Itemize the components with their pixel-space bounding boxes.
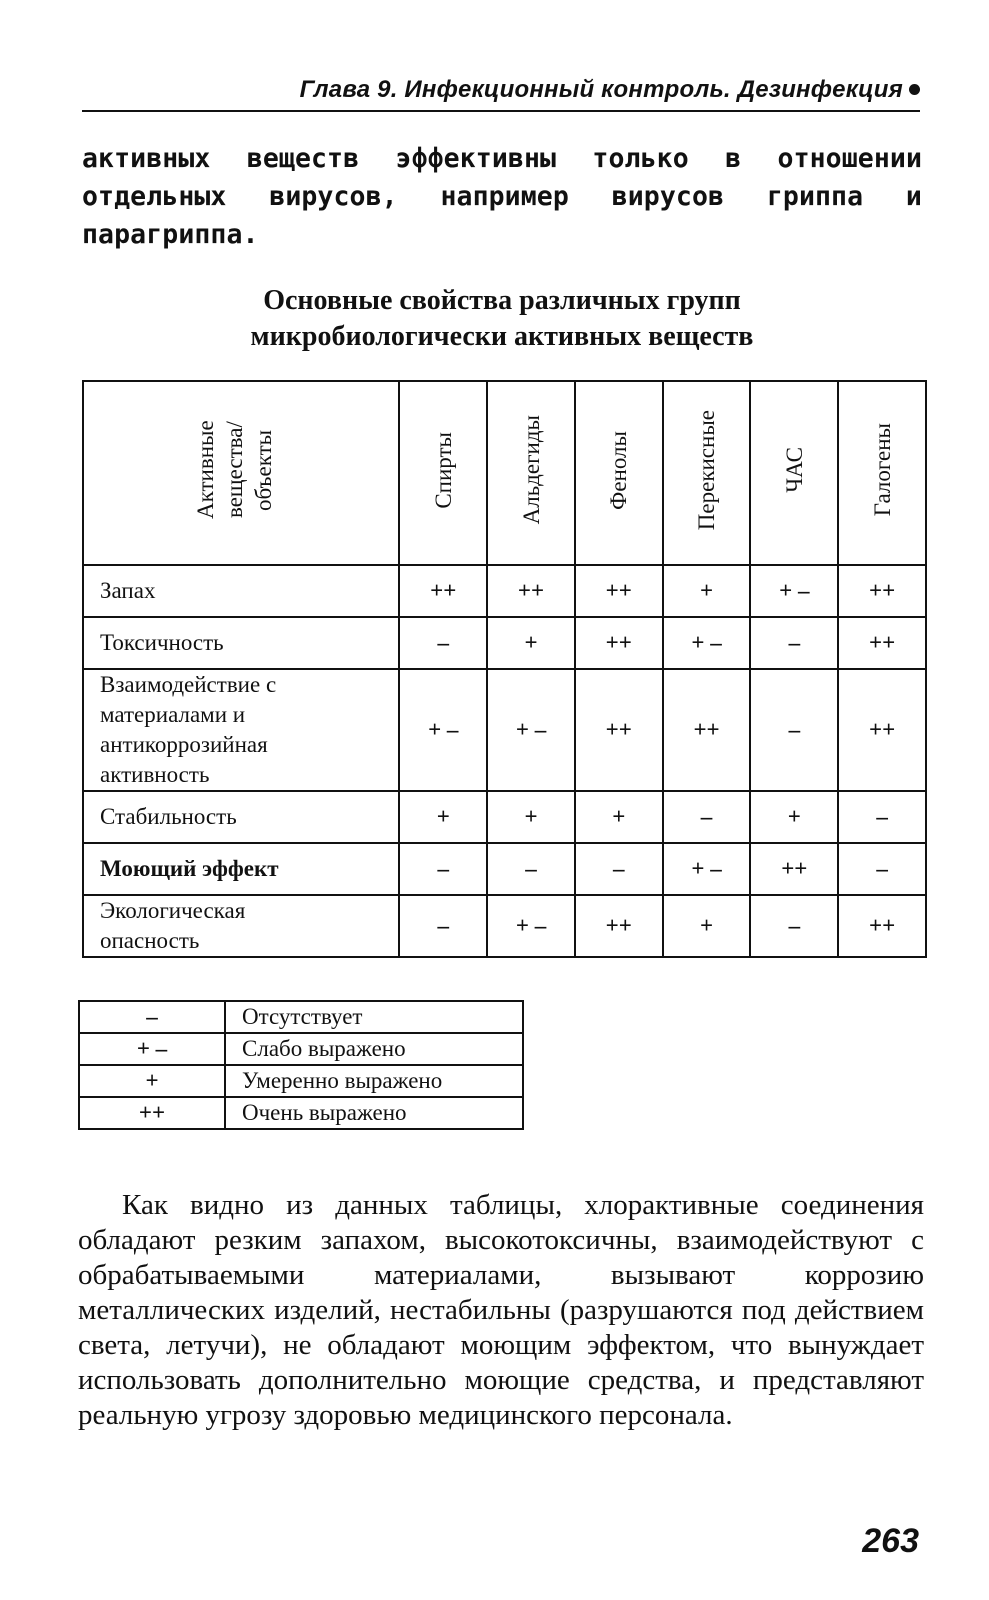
legend-row [79, 1065, 523, 1097]
table-cell: + [575, 791, 663, 843]
corner-header [83, 381, 399, 565]
table-cell: – [838, 791, 926, 843]
conclusion-paragraph: Как видно из данных таблицы, хлорактивные соединения обладают резким запахом, высокотоксичны, взаимодействуют с обрабатываемыми материалами, вызывают коррозию металлических изделий, нестабильны (разрушаются под действием света, летучи), не обладают моющим эффектом, что вынуждает использовать дополнительно моющие средства, и представляют реальную угрозу здоровью медицинского персонала. [78, 1189, 924, 1431]
table-cell: ++ [575, 565, 663, 617]
intro-paragraph: активных веществ эффективны только в отношении отдельных вирусов, например вирусов гриппа и парагриппа. [82, 143, 922, 250]
table-cell: + [750, 791, 838, 843]
row-label: Экологическая опасность [83, 895, 399, 957]
table-cell: + – [487, 895, 575, 957]
table-cell: ++ [663, 669, 751, 791]
row-label: Токсичность [83, 617, 399, 669]
bullet-icon [909, 84, 920, 95]
table-row [83, 895, 926, 957]
legend-symbol: + [79, 1065, 225, 1097]
table-cell: + – [487, 669, 575, 791]
table-cell: ++ [575, 669, 663, 791]
corner-header-label: Активные вещества/ объекты [193, 420, 277, 520]
table-cell: – [750, 895, 838, 957]
table-row [83, 791, 926, 843]
table-row [83, 843, 926, 895]
table-cell: – [399, 843, 487, 895]
legend-meaning: Умеренно выражено [225, 1065, 523, 1097]
table-cell: – [750, 669, 838, 791]
table-row [83, 669, 926, 791]
legend-meaning: Слабо выражено [225, 1033, 523, 1065]
column-header: Фенолы [575, 381, 663, 565]
column-header: Альдегиды [487, 381, 575, 565]
legend-row [79, 1033, 523, 1065]
column-header: Галогены [838, 381, 926, 565]
legend-row [79, 1001, 523, 1033]
table-cell: – [399, 895, 487, 957]
table-cell: – [750, 617, 838, 669]
table-title [82, 283, 922, 355]
running-header [82, 76, 920, 112]
table-cell: + – [750, 565, 838, 617]
table-cell: ++ [838, 895, 926, 957]
table-cell: + [487, 791, 575, 843]
table-header-row [83, 381, 926, 565]
table-cell: ++ [399, 565, 487, 617]
page-number: 263 [862, 1522, 919, 1560]
legend-table [78, 1000, 524, 1130]
legend-symbol: – [79, 1001, 225, 1033]
table-cell: ++ [487, 565, 575, 617]
table-cell: ++ [575, 617, 663, 669]
table-cell: + [663, 565, 751, 617]
table-cell: – [838, 843, 926, 895]
table-cell: ++ [838, 617, 926, 669]
table-cell: ++ [750, 843, 838, 895]
column-header: Спирты [399, 381, 487, 565]
legend-symbol: + – [79, 1033, 225, 1065]
table-title-line-1: Основные свойства различных групп [263, 285, 741, 316]
table-cell: – [663, 791, 751, 843]
table-cell: ++ [838, 669, 926, 791]
table-cell: + – [663, 843, 751, 895]
table-cell: – [575, 843, 663, 895]
legend-meaning: Отсутствует [225, 1001, 523, 1033]
table-cell: ++ [838, 565, 926, 617]
row-label: Запах [83, 565, 399, 617]
table-cell: + [487, 617, 575, 669]
column-header: ЧАС [750, 381, 838, 565]
legend-symbol: ++ [79, 1097, 225, 1129]
table-cell: – [487, 843, 575, 895]
row-label: Взаимодействие с материалами и антикоррозийная активность [83, 669, 399, 791]
properties-table [82, 380, 927, 958]
row-label: Моющий эффект [83, 843, 399, 895]
table-title-line-2: микробиологически активных веществ [250, 321, 754, 352]
table-cell: + – [663, 617, 751, 669]
table-cell: + [399, 791, 487, 843]
row-label: Стабильность [83, 791, 399, 843]
running-title: Глава 9. Инфекционный контроль. Дезинфекция [300, 76, 920, 104]
legend-row [79, 1097, 523, 1129]
column-header: Перекисные [663, 381, 751, 565]
table-cell: + [663, 895, 751, 957]
table-cell: – [399, 617, 487, 669]
legend-meaning: Очень выражено [225, 1097, 523, 1129]
table-cell: ++ [575, 895, 663, 957]
table-row [83, 617, 926, 669]
table-row [83, 565, 926, 617]
table-cell: + – [399, 669, 487, 791]
